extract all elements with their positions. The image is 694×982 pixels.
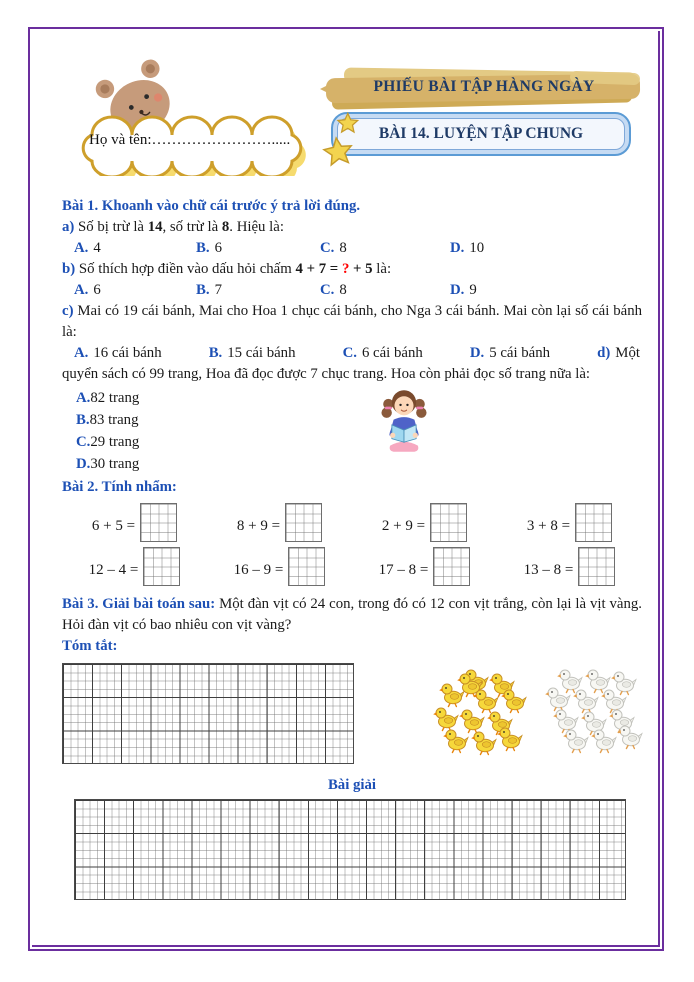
option-b[interactable]: B. 15 cái bánh — [208, 345, 296, 361]
bai2-item: 12 – 4 = — [62, 547, 207, 586]
answer-box[interactable] — [433, 547, 470, 586]
option-c[interactable]: C. 8 — [320, 240, 347, 256]
option-b[interactable]: B. 6 — [196, 240, 222, 256]
banner-title: PHIẾU BÀI TẬP HÀNG NGÀY — [373, 78, 595, 95]
bai3-title: Bài 3. Giải bài toán sau: — [62, 596, 216, 612]
bai2-row2 — [62, 547, 642, 586]
girl-reading-icon — [378, 385, 430, 463]
bai1-c-options — [62, 343, 642, 364]
option-a[interactable]: A.82 trang — [76, 390, 140, 406]
option-a[interactable]: A. 16 cái bánh — [74, 345, 162, 361]
bai2-item: 6 + 5 = — [62, 503, 207, 542]
lesson-inner-box — [337, 118, 625, 150]
option-d[interactable]: D. 9 — [450, 282, 477, 298]
ducks-icon — [428, 665, 644, 763]
option-b[interactable]: B.83 trang — [76, 412, 139, 428]
bai1-title: Bài 1. Khoanh vào chữ cái trước ý trả lời đúng. — [62, 198, 361, 214]
answer-box[interactable] — [143, 547, 180, 586]
bai1-question-b: b) Số thích hợp điền vào dấu hỏi chấm 4 + 7 = ? + 5 là: — [62, 261, 392, 277]
answer-box[interactable] — [288, 547, 325, 586]
marker-b: b) — [62, 261, 76, 277]
answer-box[interactable] — [285, 503, 322, 542]
bai2-item: 16 – 9 = — [207, 547, 352, 586]
bai1-question-c: c) Mai có 19 cái bánh, Mai cho Hoa 1 chục cái bánh, cho Nga 3 cái bánh. Mai còn lại số cái bánh là: — [62, 303, 642, 340]
bai1-question-d: quyển sách có 99 trang, Hoa đã đọc được 7 chục trang. Hoa còn phải đọc số trang nữa là: — [62, 366, 591, 382]
bai2-item: 3 + 8 = — [497, 503, 642, 542]
tomtat-writing-grid[interactable] — [62, 663, 354, 764]
option-b[interactable]: B. 7 — [196, 282, 222, 298]
bai2-item: 13 – 8 = — [497, 547, 642, 586]
bai3-problem: Bài 3. Giải bài toán sau: Một đàn vịt có 24 con, trong đó có 12 con vịt trắng, còn lại là vịt vàng. Hỏi đàn vịt có bao nhiêu con vịt vàng? — [62, 596, 642, 633]
bai2-item: 2 + 9 = — [352, 503, 497, 542]
bai2-item: 8 + 9 = — [207, 503, 352, 542]
worksheet-content — [62, 196, 642, 900]
answer-box[interactable] — [575, 503, 612, 542]
name-field[interactable]: Họ và tên:……………………..... — [89, 132, 291, 148]
lesson-box — [331, 112, 631, 156]
answer-box[interactable] — [140, 503, 177, 542]
tomtat-area — [62, 663, 642, 767]
red-question-mark: ? — [341, 261, 350, 277]
star-icon — [321, 112, 379, 174]
tomtat-label: Tóm tắt: — [62, 638, 118, 654]
marker-c: c) — [62, 303, 74, 319]
option-c[interactable]: C. 8 — [320, 282, 347, 298]
option-a[interactable]: A. 6 — [74, 282, 101, 298]
banner — [320, 66, 648, 112]
marker-d-inline: d) Một — [597, 345, 640, 361]
bai2-item: 17 – 8 = — [352, 547, 497, 586]
baigiai-label: Bài giải — [327, 777, 377, 793]
option-d[interactable]: D. 5 cái bánh — [469, 345, 551, 361]
bai1-question-a: a) Số bị trừ là 14, số trừ là 8. Hiệu là: — [62, 219, 284, 235]
answer-box[interactable] — [578, 547, 615, 586]
name-cloud — [74, 106, 310, 176]
bai2-row1 — [62, 503, 642, 542]
baigiai-writing-grid[interactable] — [74, 799, 626, 900]
bai1-a-options — [62, 238, 642, 259]
bai2-title: Bài 2. Tính nhẩm: — [62, 479, 177, 495]
option-a[interactable]: A. 4 — [74, 240, 101, 256]
option-d[interactable]: D. 10 — [450, 240, 485, 256]
answer-box[interactable] — [430, 503, 467, 542]
option-c[interactable]: C.29 trang — [76, 434, 140, 450]
bai1-b-options — [62, 280, 642, 301]
lesson-title: BÀI 14. LUYỆN TẬP CHUNG — [378, 125, 584, 142]
option-d[interactable]: D.30 trang — [76, 456, 140, 472]
option-c[interactable]: C. 6 cái bánh — [342, 345, 423, 361]
bai1-d-options — [62, 387, 642, 477]
marker-a: a) — [62, 219, 75, 235]
